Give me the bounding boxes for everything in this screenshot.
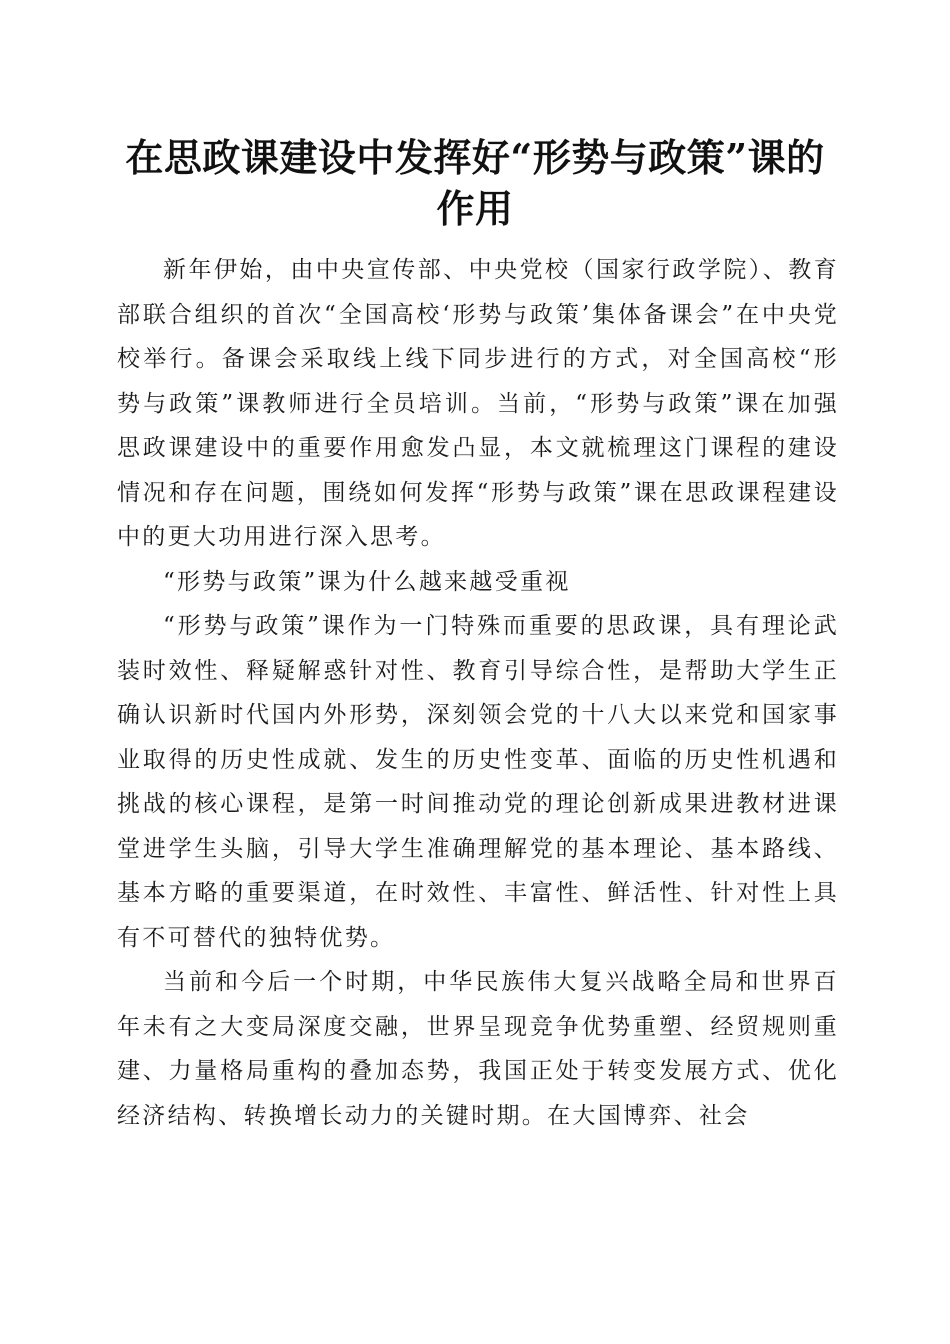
paragraph-intro: 新年伊始，由中央宣传部、中央党校（国家行政学院）、教育部联合组织的首次“全国高校‘形势与政策’集体备课会”在中央党校举行。备课会采取线上线下同步进行的方式，对全国高校“形势与政策”课教师进行全员培训。当前，“形势与政策”课在加强思政课建设中的重要作用愈发凸显，本文就梳理这门课程的建设情况和存在问题，围绕如何发挥“形势与政策”课在思政课程建设中的更大功用进行深入思考。	[117, 257, 839, 550]
paragraph-course-importance: “形势与政策”课作为一门特殊而重要的思政课，具有理论武装时效性、释疑解惑针对性、教育引导综合性，是帮助大学生正确认识新时代国内外形势，深刻领会党的十八大以来党和国家事业取得的历史性成就、发生的历史性变革、面临的历史性机遇和挑战的核心课程，是第一时间推动党的理论创新成果进教材进课堂进学生头脑，引导大学生准确理解党的基本理论、基本路线、基本方略的重要渠道，在时效性、丰富性、鲜活性、针对性上具有不可替代的独特优势。	[117, 613, 839, 951]
document-title: 在思政课建设中发挥好“形势与政策”课的作用	[125, 135, 825, 231]
section-heading: “形势与政策”课为什么越来越受重视	[163, 568, 571, 595]
document-body	[117, 248, 839, 1138]
paragraph-current-period: 当前和今后一个时期，中华民族伟大复兴战略全局和世界百年未有之大变局深度交融，世界呈现竞争优势重塑、经贸规则重建、力量格局重构的叠加态势，我国正处于转变发展方式、优化经济结构、转换增长动力的关键时期。在大国博弈、社会	[117, 969, 839, 1129]
